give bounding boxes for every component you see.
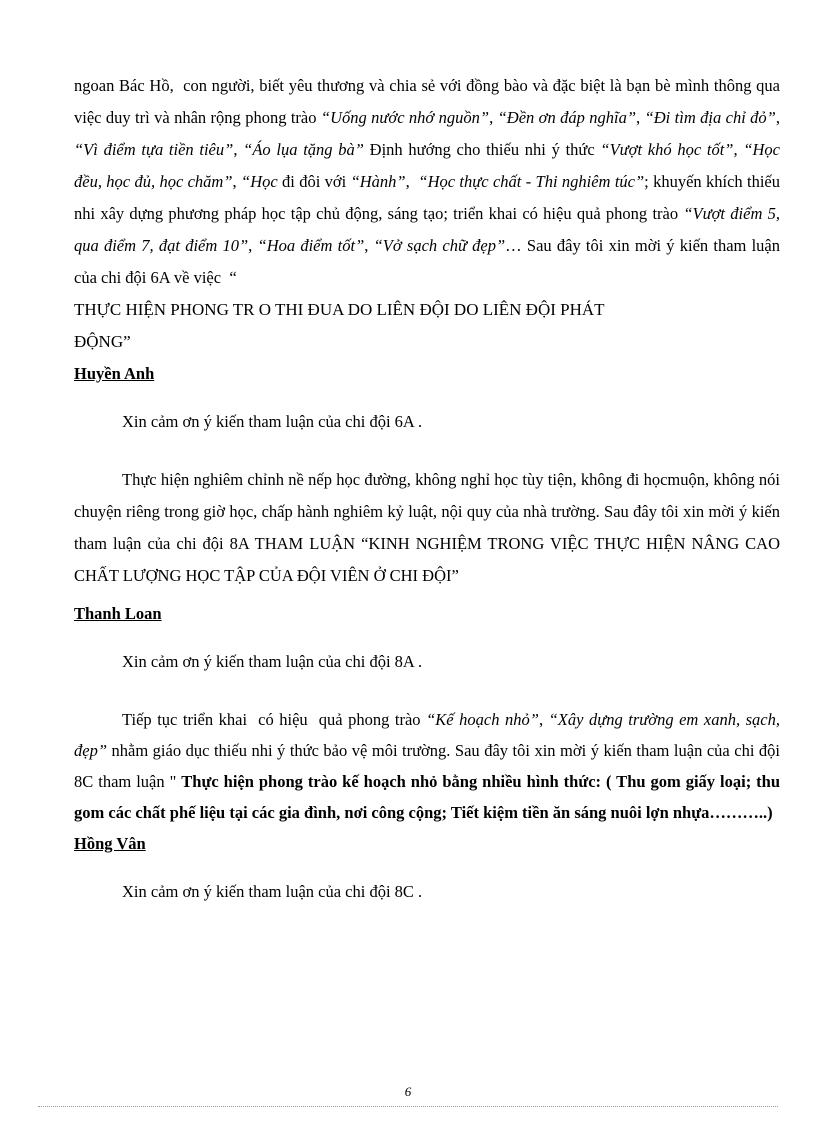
spacer xyxy=(74,678,780,704)
quote-vuot-diem: “Vượt điểm 5, qua điểm 7, đạt điểm 10” xyxy=(74,204,780,255)
thanks-line-8a: Xin cảm ơn ý kiến tham luận của chi đội 8A . xyxy=(122,652,423,671)
speaker-name-huyen-anh: Huyền Anh xyxy=(74,364,155,383)
spacer xyxy=(74,438,780,464)
quote-hoc: “Học xyxy=(241,172,278,191)
thanks-line-8c: Xin cảm ơn ý kiến tham luận của chi đội 8C . xyxy=(122,882,423,901)
document-body xyxy=(74,70,780,908)
spacer xyxy=(74,390,780,406)
page-footer xyxy=(0,1083,816,1101)
quote-hoa-diem-tot: “Hoa điểm tốt” xyxy=(257,236,365,255)
page-number: 6 xyxy=(404,1084,412,1099)
footer-divider xyxy=(38,1106,778,1107)
thanks-line-6a: Xin cảm ơn ý kiến tham luận của chi đội 6A . xyxy=(122,412,423,431)
paragraph-ke-hoach-nho: Tiếp tục triển khai có hiệu quả phong trào “Kế hoạch nhỏ”, “Xây dựng trường em xanh, sạch, đẹp” nhằm giáo dục thiếu nhi ý thức bảo vệ môi trường. Sau đây tôi xin mời ý kiến tham luận của chi đội 8C tham luận " Thực hiện phong trào kế hoạch nhỏ bằng nhiều hình thức: ( Thu gom giấy loại; thu gom các chất phế liệu tại các gia đình, nơi công cộng; Tiết kiệm tiền ăn sáng nuôi lợn nhựa………..) xyxy=(74,710,781,822)
quote-ao-lua: “Áo lụa tặng bà” xyxy=(243,140,364,159)
quote-vo-sach: “Vở sạch chữ đẹp” xyxy=(373,236,506,255)
spacer xyxy=(74,630,780,646)
quote-hoc-thuc-chat: “Học thực chất - Thi nghiêm túc” xyxy=(418,172,645,191)
heading-line-2: ĐỘNG” xyxy=(74,332,131,351)
quote-xay-dung-truong: “Xây dựng trường em xanh, sạch, đẹp” xyxy=(74,710,780,760)
quote-vi-diem-tua: “Vì điểm tựa tiền tiêu” xyxy=(74,140,234,159)
quote-vuot-kho: “Vượt khó học tốt” xyxy=(600,140,734,159)
quote-ke-hoach-nho: “Kế hoạch nhỏ” xyxy=(426,710,539,729)
paragraph-discipline: Thực hiện nghiêm chỉnh nề nếp học đường, không nghỉ học tùy tiện, không đi họcmuộn, không nói chuyện riêng trong giờ học, chấp hành nghiêm kỷ luật, nội quy của nhà trường. Sau đây tôi xin mời ý kiến tham luận của chi đội 8A THAM LUẬN “KINH NGHIỆM TRONG VIỆC THỰC HIỆN NÂNG CAO CHẤT LƯỢNG HỌC TẬP CỦA ĐỘI VIÊN Ở CHI ĐỘI” xyxy=(74,470,780,585)
tham-luan-label: tham luận " xyxy=(98,772,182,791)
quote-hoc-deu: “Học đều, học đủ, học chăm” xyxy=(74,140,781,191)
speaker-name-thanh-loan: Thanh Loan xyxy=(74,604,162,623)
speaker-name-hong-van: Hồng Vân xyxy=(74,834,146,853)
quote-thuc-hien-ke-hoach-nho: Thực hiện phong trào kế hoạch nhỏ bằng nhiều hình thức: ( Thu gom giấy loại; thu gom các chất phế liệu tại các gia đình, nơi công cộng; Tiết kiệm tiền ăn sáng nuôi lợn nhựa………..) xyxy=(74,772,781,822)
heading-line-1: THỰC HIỆN PHONG TR O THI ĐUA DO LIÊN ĐỘI DO LIÊN ĐỘI PHÁT xyxy=(74,300,605,319)
quote-di-tim: “Đi tìm địa chỉ đỏ” xyxy=(644,108,776,127)
spacer xyxy=(74,860,780,876)
paragraph-intro-text: ngoan Bác Hồ, con người, biết yêu thương và chia sẻ với đồng bào và đặc biệt là bạn bè mình thông qua việc duy trì và nhân rộng phong trào xyxy=(74,76,780,127)
quote-hanh: “Hành” xyxy=(350,172,406,191)
quote-uong-nuoc: “Uống nước nhớ nguồn” xyxy=(320,108,490,127)
quote-den-on: “Đền ơn đáp nghĩa” xyxy=(497,108,637,127)
paragraph-intro: ngoan Bác Hồ, con người, biết yêu thương và chia sẻ với đồng bào và đặc biệt là bạn bè mình thông qua việc duy trì và nhân rộng phong trào “Uống nước nhớ nguồn”, “Đền ơn đáp nghĩa”, “Đi tìm địa chỉ đỏ”, “Vì điểm tựa tiền tiêu”, “Áo lụa tặng bà” Định hướng cho thiếu nhi ý thức “Vượt khó học tốt”, “Học đều, học đủ, học chăm”, “Học đi đôi với “Hành”, “Học thực chất - Thi nghiêm túc”; khuyến khích thiếu nhi xây dựng phương pháp học tập chủ động, sáng tạo; triển khai có hiệu quả phong trào “Vượt điểm 5, qua điểm 7, đạt điểm 10”, “Hoa điểm tốt”, “Vở sạch chữ đẹp”… Sau đây tôi xin mời ý kiến tham luận của chi đội 6A về việc “ xyxy=(74,76,781,287)
